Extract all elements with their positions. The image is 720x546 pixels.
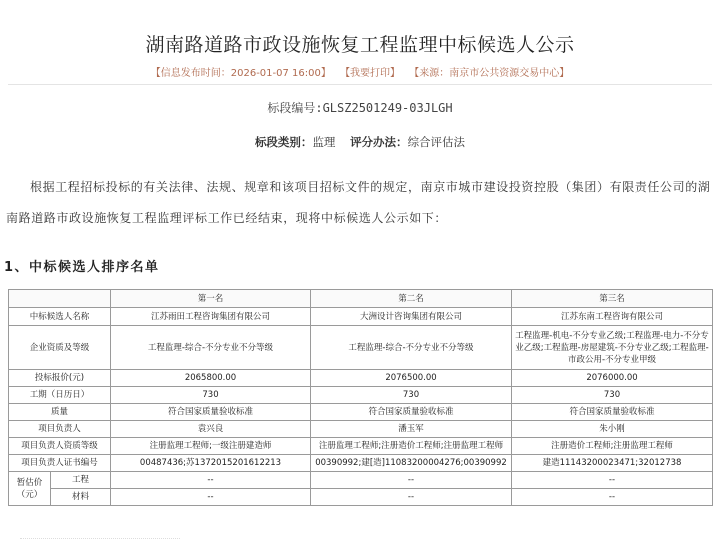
cell: 工程监理-综合-不分专业不分等级 bbox=[311, 326, 512, 370]
row-label: 中标候选人名称 bbox=[9, 308, 111, 326]
row-label: 企业资质及等级 bbox=[9, 326, 111, 370]
cell: 工程监理-综合-不分专业不分等级 bbox=[111, 326, 311, 370]
cell: 袁兴良 bbox=[111, 421, 311, 438]
provisional-label: 暂估价（元） bbox=[9, 472, 51, 506]
provisional-sub-label: 材料 bbox=[51, 489, 111, 506]
candidate-list-heading: 1、中标候选人排序名单 bbox=[4, 260, 160, 275]
title-divider bbox=[8, 84, 712, 85]
intro-paragraph: 根据工程招标投标的有关法律、法规、规章和该项目招标文件的规定，南京市城市建设投资控股（集团）有限责任公司的湖南路道路市政设施恢复工程监理评标工作已经结束，现将中标候选人公示如下： bbox=[6, 180, 711, 225]
cell: -- bbox=[512, 472, 713, 489]
cell: 工程监理-机电-不分专业乙级;工程监理-电力-不分专业乙级;工程监理-房屋建筑-不分专业乙级;工程监理-市政公用-不分专业甲级 bbox=[512, 326, 713, 370]
rank-2: 第二名 bbox=[311, 290, 512, 308]
rank-3: 第三名 bbox=[512, 290, 713, 308]
cell: 2065800.00 bbox=[111, 370, 311, 387]
row-label: 项目负责人证书编号 bbox=[9, 455, 111, 472]
row-label: 投标报价(元) bbox=[9, 370, 111, 387]
row-label: 项目负责人 bbox=[9, 421, 111, 438]
table-row bbox=[9, 370, 713, 387]
corner-cell bbox=[9, 290, 111, 308]
rank-header-row bbox=[9, 290, 713, 308]
row-label: 项目负责人资质等级 bbox=[9, 438, 111, 455]
rank-1: 第一名 bbox=[111, 290, 311, 308]
cell: 符合国家质量验收标准 bbox=[111, 404, 311, 421]
cell: -- bbox=[311, 472, 512, 489]
page-title: 湖南路道路市政设施恢复工程监理中标候选人公示 bbox=[145, 34, 575, 56]
table-row bbox=[9, 455, 713, 472]
cell: 符合国家质量验收标准 bbox=[512, 404, 713, 421]
cell: 00390992;建[造]11083200004276;00390992 bbox=[311, 455, 512, 472]
cell: 00487436;苏1372015201612213 bbox=[111, 455, 311, 472]
cell: 江苏雨田工程咨询集团有限公司 bbox=[111, 308, 311, 326]
table-row bbox=[9, 308, 713, 326]
section-number: 标段编号:GLSZ2501249-03JLGH bbox=[267, 101, 453, 115]
row-label: 工期（日历日） bbox=[9, 387, 111, 404]
cell: -- bbox=[311, 489, 512, 506]
table-row bbox=[9, 326, 713, 370]
cut-off-next-heading bbox=[20, 538, 180, 546]
print-link[interactable]: 【我要打印】 bbox=[340, 68, 401, 79]
cell: 注册监理工程师;注册造价工程师;注册监理工程师 bbox=[311, 438, 512, 455]
table-row bbox=[9, 387, 713, 404]
cell: 2076000.00 bbox=[512, 370, 713, 387]
cell: 符合国家质量验收标准 bbox=[311, 404, 512, 421]
cell: 江苏东南工程咨询有限公司 bbox=[512, 308, 713, 326]
provisional-sub-label: 工程 bbox=[51, 472, 111, 489]
cell: -- bbox=[111, 472, 311, 489]
cell: 建造11143200023471;32012738 bbox=[512, 455, 713, 472]
cell: 潘玉军 bbox=[311, 421, 512, 438]
section-type-label: 标段类别： bbox=[254, 135, 313, 149]
publish-time: 【信息发布时间：2026-01-07 16:00】 bbox=[150, 68, 331, 79]
cell: 730 bbox=[512, 387, 713, 404]
cell: -- bbox=[512, 489, 713, 506]
meta-line bbox=[0, 64, 720, 79]
table-row bbox=[9, 472, 713, 489]
row-label: 质量 bbox=[9, 404, 111, 421]
candidate-table bbox=[8, 289, 713, 506]
cell: 730 bbox=[111, 387, 311, 404]
cell: 大洲设计咨询集团有限公司 bbox=[311, 308, 512, 326]
source-info: 【来源：南京市公共资源交易中心】 bbox=[409, 68, 570, 79]
section-type-value: 监理 bbox=[312, 135, 336, 149]
table-row bbox=[9, 438, 713, 455]
table-row bbox=[9, 404, 713, 421]
cell: 2076500.00 bbox=[311, 370, 512, 387]
eval-method-label: 评分办法： bbox=[350, 135, 408, 149]
cell: 朱小刚 bbox=[512, 421, 713, 438]
eval-method-value: 综合评估法 bbox=[407, 135, 466, 149]
section-type-line bbox=[0, 134, 720, 150]
cell: -- bbox=[111, 489, 311, 506]
cell: 730 bbox=[311, 387, 512, 404]
cell: 注册监理工程师;一级注册建造师 bbox=[111, 438, 311, 455]
table-row bbox=[9, 421, 713, 438]
table-row bbox=[9, 489, 713, 506]
cell: 注册造价工程师;注册监理工程师 bbox=[512, 438, 713, 455]
